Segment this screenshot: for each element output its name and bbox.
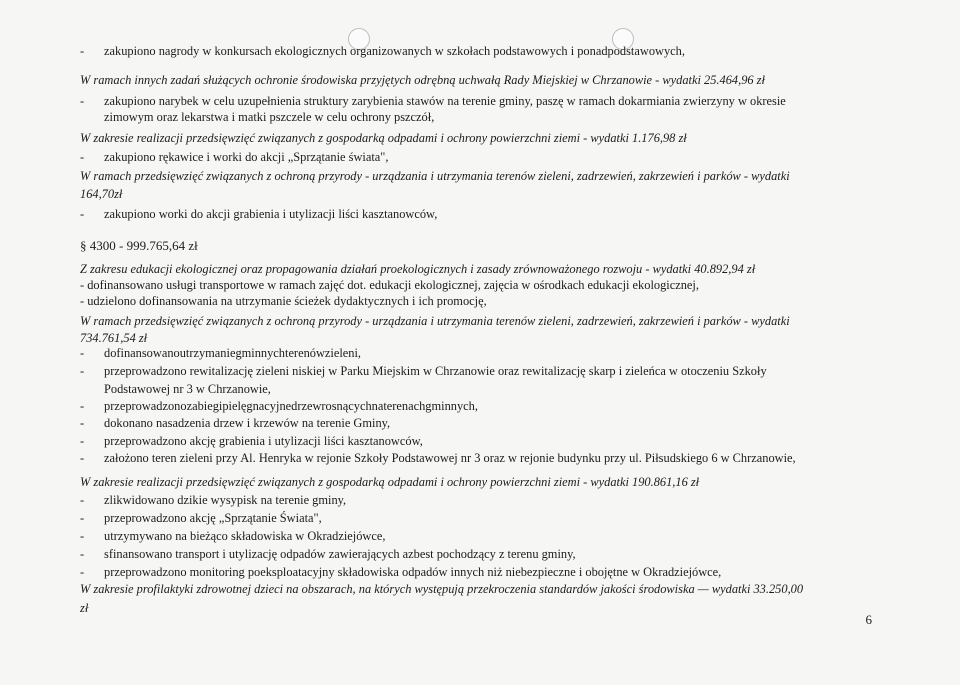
budget-paragraph-heading: § 4300 - 999.765,64 zł [80,238,198,253]
section-heading: W ramach przedsięwzięć związanych z ochroną przyrody - urządzania i utrzymania terenów zieleni, zadrzewień, zakrzewień i parków - wydatki [80,314,790,328]
section-heading: Z zakresu edukacji ekologicznej oraz propagowania działań proekologicznych i zasady zrównoważonego rozwoju - wydatki 40.892,94 zł [80,262,756,276]
section-heading: W zakresie realizacji przedsięwzięć związanych z gospodarką odpadami i ochrony powierzchni ziemi - wydatki 190.861,16 zł [80,475,700,489]
section-heading: W ramach innych zadań służących ochronie środowiska przyjętych odrębną uchwałą Rady Miejskiej w Chrzanowie - wydatki 25.464,96 zł [80,73,765,87]
section-heading-amount: 164,70zł [80,187,123,201]
section-heading-amount: 734.761,54 zł [80,331,148,345]
section-heading: W zakresie realizacji przedsięwzięć związanych z gospodarką odpadami i ochrony powierzchni ziemi - wydatki 1.176,98 zł [80,131,687,145]
document-page: - zakupiono nagrody w konkursach ekologicznych organizowanych w szkołach podstawowych i ponadpodstawowych, W ramach innych zadań służących ochronie środowiska przyjętych odrębną uchwałą Rady Miejskiej w Chrzanowie - wydatki 25.464,96 zł - zakupiono narybek w celu uzupełnienia struktury zarybienia stawów na terenie gminy, paszę w ramach dokarmiania zwierzyny w okresie zimowym oraz lekarstwa i matki pszczele w celu ochrony pszczół, W zakresie realizacji przedsięwzięć związanych z gospodarką odpadami i ochrony powierzchni ziemi - wydatki 1.176,98 zł - zakupiono rękawice i worki do akcji „Sprzątanie świata", W ramach przedsięwzięć związanych z ochroną przyrody - urządzania i utrzymania terenów zieleni, zadrzewień, zakrzewień i parków - wydatki 164,70zł - zakupiono worki do akcji grabienia i utylizacji liści kasztanowców, § 4300 - 999.765,64 zł Z zakresu edukacji ekologicznej oraz propagowania działań proekologicznych i zasady zrównoważonego rozwoju - wydatki 40.892,94 zł - dofinansowano usługi transportowe w ramach zajęć dot. edukacji ekologicznej, zajęcia w ośrodkach edukacji ekologicznej, - udzielono dofinansowania na utrzymanie ścieżek dydaktycznych i ich promocję, W ramach przedsięwzięć związanych z ochroną przyrody - urządzania i utrzymania terenów zieleni, zadrzewień, zakrzewień i parków - wydatki 734.761,54 zł - dofinansowanoutrzymaniegminnychterenówzieleni, - przeprowadzono rewitalizację zieleni niskiej w Parku Miejskim w Chrzanowie oraz rewitalizację skarp i zieleńca w otoczeniu Szkoły Podstawowej nr 3 w Chrzanowie, - przeprowadzonozabiegipielęgnacyjnedrzewrosnącychnaterenachgminnych, - dokonano nasadzenia drzew i krzewów na terenie Gminy, - przeprowadzono akcję grabienia i utylizacji liści kasztanowców, - założono teren zieleni przy Al. Henryka w rejonie Szkoły Podstawowej nr 3 oraz w rejonie budynku przy ul. Piłsudskiego 6 w Chrzanowie, W zakresie realizacji przedsięwzięć związanych z gospodarką odpadami i ochrony powierzchni ziemi - wydatki 190.861,16 zł - zlikwidowano dzikie wysypisk na terenie gminy, - przeprowadzono akcję „Sprzątanie Świata", - utrzymywano na bieżąco składowiska w Okradziejówce, - sfinansowano transport i utylizację odpadów zawierających azbest pochodzący z terenu gminy, - przeprowadzono monitoring poeksploatacyjny składowiska odpadów innych niż niebezpieczne i obojętne w Okradziejówce, W zakresie profilaktyki zdrowotnej dzieci na obszarach, na których występują przekroczenia standardów jakości środowiska — wydatki 33.250,00 zł 6 [0,0,960,685]
page-number: 6 [865,612,872,627]
list-item: - dofinansowano usługi transportowe w ramach zajęć dot. edukacji ekologicznej, zajęcia w ośrodkach edukacji ekologicznej, [80,278,699,292]
section-heading-amount: zł [80,601,89,615]
section-heading: W ramach przedsięwzięć związanych z ochroną przyrody - urządzania i utrzymania terenów zieleni, zadrzewień, zakrzewień i parków - wydatki [80,169,790,183]
list-item: - udzielono dofinansowania na utrzymanie ścieżek dydaktycznych i ich promocję, [80,294,487,308]
section-heading: W zakresie profilaktyki zdrowotnej dzieci na obszarach, na których występują przekroczenia standardów jakości środowiska — wydatki 33.250,00 [80,582,804,596]
